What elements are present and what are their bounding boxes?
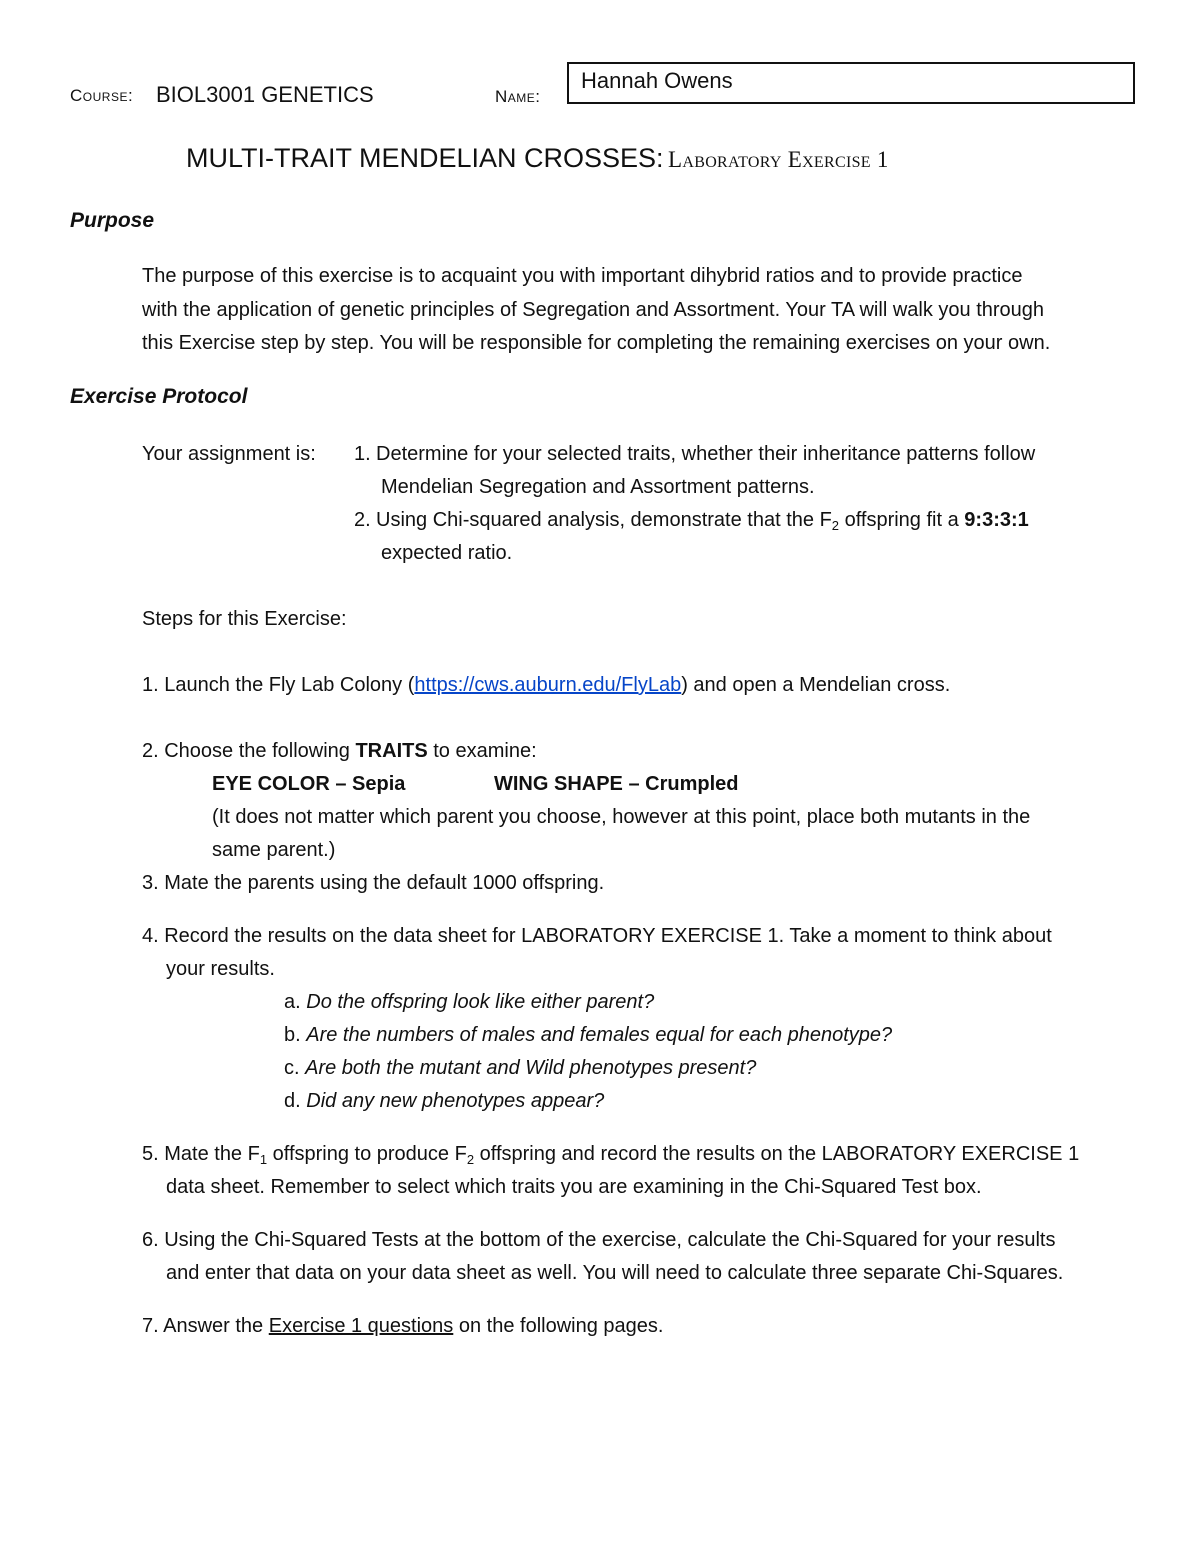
step-6-line-1: 6. Using the Chi-Squared Tests at the bottom of the exercise, calculate the Chi-Squared for your results <box>142 1229 1056 1251</box>
question-c-label: c. <box>284 1057 300 1079</box>
step-4-line-2: your results. <box>166 958 275 980</box>
step-5-post: offspring and record the results on the LABORATORY EXERCISE 1 <box>474 1143 1080 1165</box>
step-1-post: ) and open a Mendelian cross. <box>681 674 951 696</box>
step-2-post: to examine: <box>427 740 537 762</box>
trait-wing-shape: WING SHAPE – Crumpled <box>494 773 739 795</box>
expected-ratio: 9:3:3:1 <box>964 509 1029 531</box>
purpose-line-2: with the application of genetic principles of Segregation and Assortment. Your TA will walk you through <box>142 299 1045 321</box>
f2-subscript: 2 <box>831 518 840 533</box>
assignment-2-mid: offspring fit a <box>839 509 965 531</box>
step-5-line-1 <box>142 1138 1079 1171</box>
question-a-label: a. <box>284 991 301 1013</box>
name-label: Name: <box>495 87 541 106</box>
step-4-line-1: 4. Record the results on the data sheet for LABORATORY EXERCISE 1. Take a moment to think about <box>142 925 1052 947</box>
step-2-note-1: (It does not matter which parent you choose, however at this point, place both mutants in the <box>212 806 1031 828</box>
question-d-label: d. <box>284 1090 301 1112</box>
step-2-text: 2. Choose the following <box>142 740 356 762</box>
question-c <box>284 1052 756 1085</box>
assignment-2-number: 2. <box>354 509 371 531</box>
step-7-post: on the following pages. <box>453 1315 664 1337</box>
step-1 <box>142 669 950 702</box>
step-3: 3. Mate the parents using the default 1000 offspring. <box>142 872 605 894</box>
step-2-note-2: same parent.) <box>212 839 336 861</box>
assignment-1-number: 1. <box>354 443 371 465</box>
step-7-text: 7. Answer the <box>142 1315 269 1337</box>
step-5-text: 5. Mate the F <box>142 1143 260 1165</box>
step-6-line-2: and enter that data on your data sheet as well. You will need to calculate three separate Chi-Squares. <box>166 1262 1064 1284</box>
step-1-text: 1. Launch the Fly Lab Colony ( <box>142 674 415 696</box>
traits-bold: TRAITS <box>355 740 428 762</box>
question-a-text: Do the offspring look like either parent? <box>306 991 655 1013</box>
name-value: Hannah Owens <box>581 68 733 93</box>
assignment-label: Your assignment is: <box>142 443 316 465</box>
assignment-1-line-1: Determine for your selected traits, whether their inheritance patterns follow <box>376 443 1036 465</box>
question-b-label: b. <box>284 1024 301 1046</box>
course-label: Course: <box>70 86 134 105</box>
exercise-1-questions-link[interactable]: Exercise 1 questions <box>268 1315 454 1337</box>
f2-subscript-step5: 2 <box>466 1152 475 1167</box>
step-7 <box>142 1310 663 1343</box>
title-sub: Laboratory Exercise 1 <box>668 147 889 172</box>
purpose-line-1: The purpose of this exercise is to acquaint you with important dihybrid ratios and to provide practice <box>142 265 1023 287</box>
assignment-2-line-2: expected ratio. <box>381 542 513 564</box>
assignment-2-text: Using Chi-squared analysis, demonstrate that the F <box>376 509 832 531</box>
trait-eye-color: EYE COLOR – Sepia <box>212 773 406 795</box>
name-field[interactable] <box>567 62 1135 104</box>
f1-subscript: 1 <box>259 1152 268 1167</box>
protocol-heading: Exercise Protocol <box>70 385 248 408</box>
question-c-text: Are both the mutant and Wild phenotypes present? <box>305 1057 757 1079</box>
question-b <box>284 1019 892 1052</box>
step-5-line-2: data sheet. Remember to select which traits you are examining in the Chi-Squared Test box. <box>166 1176 982 1198</box>
page-title <box>186 143 889 174</box>
step-5-mid: offspring to produce F <box>267 1143 467 1165</box>
purpose-heading: Purpose <box>70 209 155 232</box>
title-main: MULTI-TRAIT MENDELIAN CROSSES: <box>186 143 664 173</box>
purpose-line-3: this Exercise step by step. You will be responsible for completing the remaining exercises on your own. <box>142 332 1051 354</box>
question-d-text: Did any new phenotypes appear? <box>306 1090 605 1112</box>
step-2 <box>142 735 537 768</box>
steps-heading: Steps for this Exercise: <box>142 608 347 630</box>
assignment-1-line-2: Mendelian Segregation and Assortment patterns. <box>381 476 815 498</box>
course-value: BIOL3001 GENETICS <box>156 82 374 107</box>
question-b-text: Are the numbers of males and females equal for each phenotype? <box>306 1024 893 1046</box>
question-d <box>284 1085 604 1118</box>
question-a <box>284 986 654 1019</box>
assignment-2-line-1 <box>376 504 1029 537</box>
flylab-link[interactable]: https://cws.auburn.edu/FlyLab <box>414 674 682 696</box>
